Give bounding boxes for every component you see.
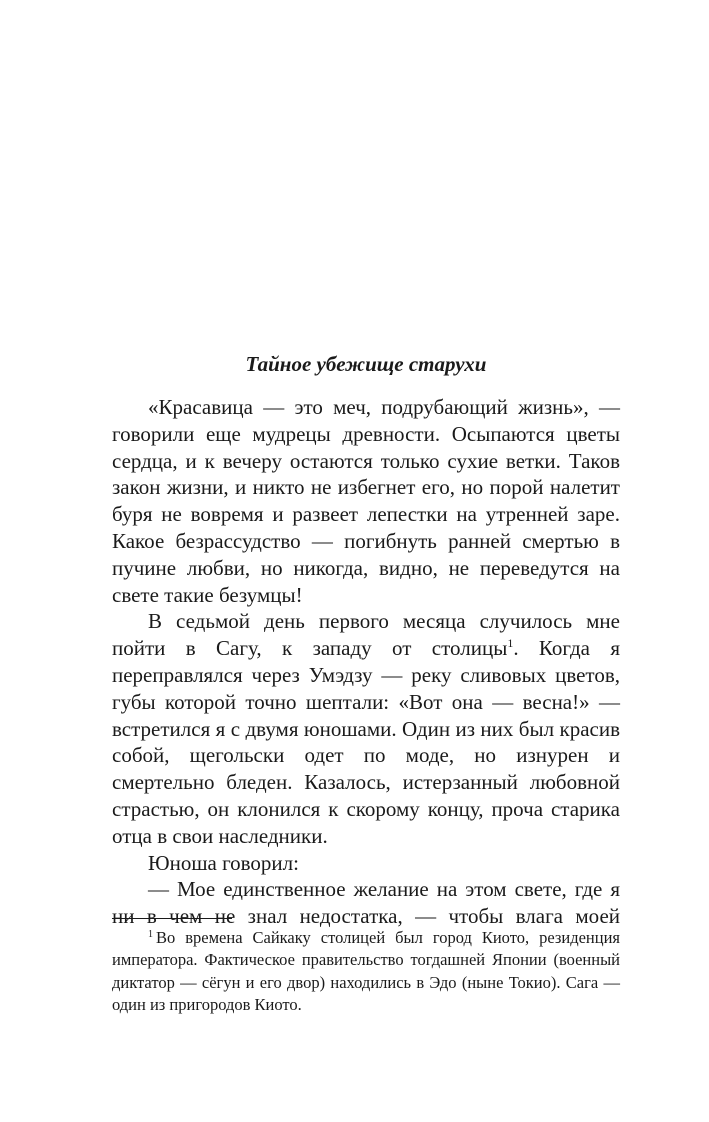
paragraph: «Красавица — это меч, подрубающий жизнь», — говорили еще мудрецы древности. Осыпаются цветы сердца, и к вечеру остаются только сухие ветки. Таков закон жизни, и никто не избегнет его, но порой налетит буря не вовремя и развеет лепестки на утренней заре. Какое безрассудство — погибнуть ранней смертью в пучине любви, но никогда, видно, не переведутся на свете такие безумцы! (112, 395, 620, 607)
footnote-marker: 1 (148, 929, 153, 940)
paragraph-text: . Когда я переправлялся через Умэдзу — реку сливовых цветов, губы которой точно шептали: «Вот она — весна!» — встретился я с двумя юношами. Один из них был красив собой, щегольски одет по моде, но изнурен и смертельно бледен. Казалось, истерзанный любовной страстью, он клонился к скорому концу, проча старика отца в свои наследники. (112, 636, 620, 848)
body-text (112, 394, 620, 930)
paragraph: Юноша говорил: (148, 850, 299, 875)
footnote-divider (112, 918, 232, 919)
footnote-reference[interactable]: 1 (507, 636, 514, 651)
paragraph: — Мое единственное желание на этом свете, где я ни в чем не знал недостатка, — чтобы влага моей (112, 877, 620, 929)
chapter-title: Тайное убежище старухи (245, 352, 487, 376)
paragraph-text: В седьмой день первого месяца случилось мне пойти в Сагу, к западу от столицы (112, 609, 620, 661)
footnote (112, 927, 620, 1017)
paragraph (112, 608, 620, 849)
footnote-text: Во времена Сайкаку столицей был город Киото, резиденция императора. Фактическое правительство тогдашней Японии (военный диктатор — сёгун и его двор) находились в Эдо (ныне Токио). Сага — один из пригородов Киото. (112, 928, 620, 1015)
